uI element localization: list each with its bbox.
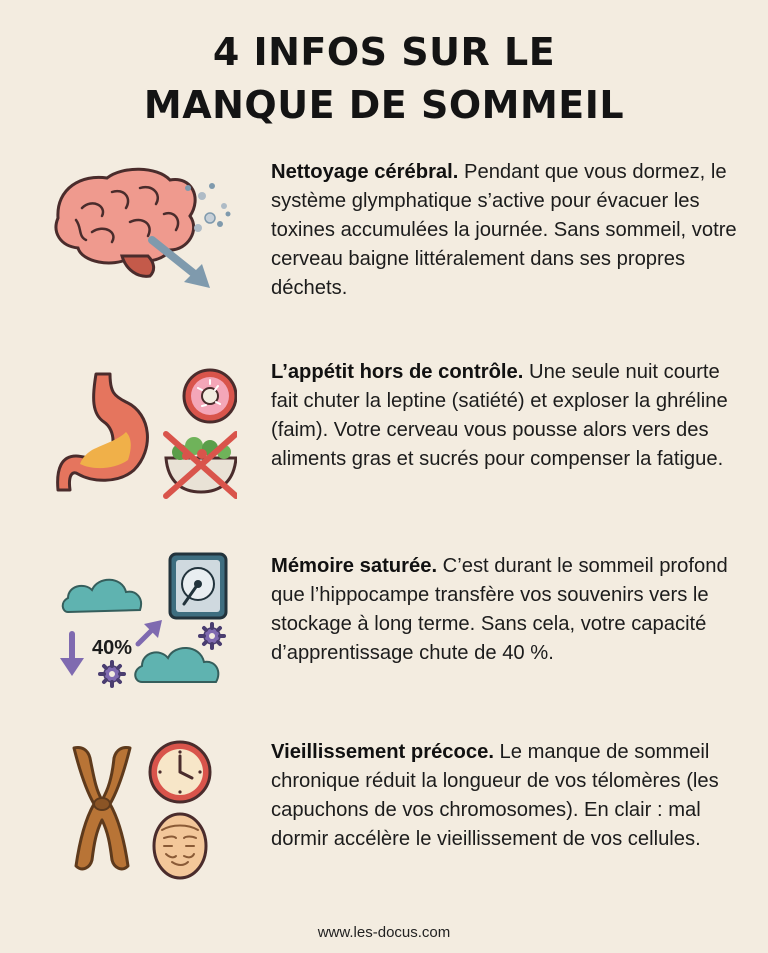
fact-heading-3: Mémoire saturée. bbox=[271, 555, 438, 577]
memory-storage-icon bbox=[52, 552, 237, 712]
fact-text-4 bbox=[271, 738, 741, 854]
fact-body-4: Le manque de sommeil chronique réduit la longueur de vos télomères (les capuchons de vos chromosomes). En clair : mal dormir accélère le vieillissement de vos cellules. bbox=[271, 741, 719, 850]
title-line-1: 4 INFOS SUR LE bbox=[212, 30, 556, 74]
fact-heading-1: Nettoyage cérébral. bbox=[271, 161, 459, 183]
chromosome-icon bbox=[52, 738, 237, 898]
fact-text-1 bbox=[271, 158, 741, 303]
fact-body-1: Pendant que vous dormez, le système glymphatique s’active pour évacuer les toxines accumulées la journée. Sans sommeil, votre cerveau baigne littéralement dans ses propres déchets. bbox=[271, 161, 737, 299]
fact-body-3: C’est durant le sommeil profond que l’hippocampe transfère vos souvenirs vers le stockage à long terme. Sans cela, votre capacité d’apprentissage chute de 40 %. bbox=[271, 555, 728, 664]
fact-heading-2: L’appétit hors de contrôle. bbox=[271, 361, 524, 383]
page-title bbox=[0, 26, 768, 132]
website-footer: www.les-docus.com bbox=[317, 924, 451, 941]
fact-heading-4: Vieillissement précoce. bbox=[271, 741, 494, 763]
stomach-icon bbox=[52, 358, 237, 518]
fact-text-3 bbox=[271, 552, 741, 668]
fact-text-2 bbox=[271, 358, 741, 474]
fact-body-2: Une seule nuit courte fait chuter la leptine (satiété) et exploser la ghréline (faim). Votre cerveau vous pousse alors vers des aliments gras et sucrés pour compenser la fatigue. bbox=[271, 361, 728, 470]
title-line-2: MANQUE DE SOMMEIL bbox=[143, 83, 625, 127]
brain-icon bbox=[52, 158, 237, 318]
memory-percent-label: 40% bbox=[92, 637, 133, 659]
